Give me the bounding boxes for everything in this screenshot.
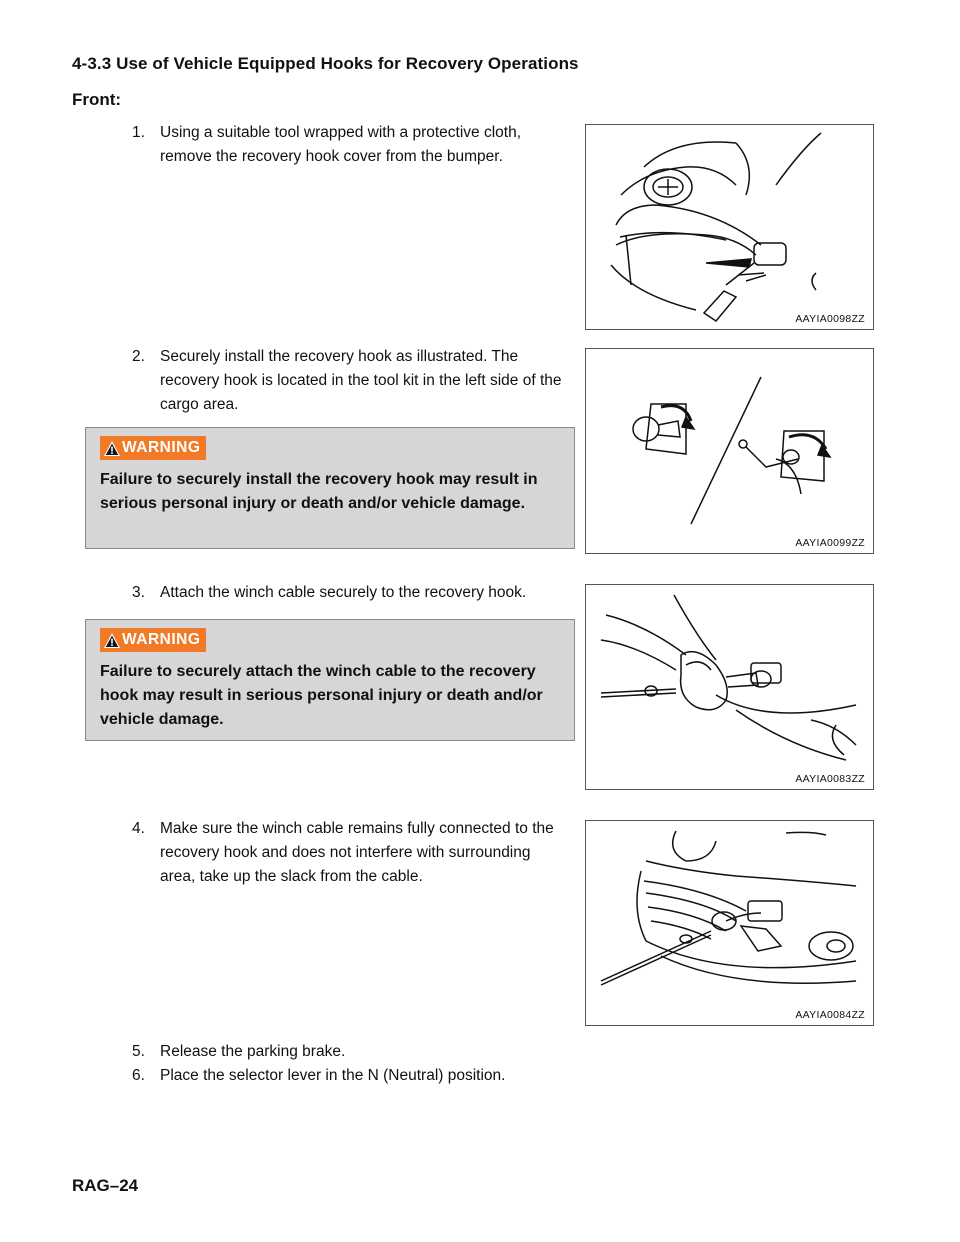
step-number: 4. <box>132 820 145 837</box>
page-footer-id: RAG–24 <box>72 1176 139 1195</box>
warning-box <box>85 427 575 549</box>
step-4 <box>132 817 562 889</box>
figure-cable-connected <box>585 820 874 1026</box>
section-heading: 4-3.3 Use of Vehicle Equipped Hooks for Recovery Operations <box>72 54 579 73</box>
step-text: Attach the winch cable securely to the recovery hook. <box>160 584 527 601</box>
winch-cable-illustration <box>586 585 874 790</box>
step-5 <box>132 1040 562 1064</box>
figure-code: AAYIA0099ZZ <box>795 537 865 549</box>
step-text: Make sure the winch cable remains fully connected to the recovery hook and does not interfere with surrounding area, take up the slack from the cable. <box>160 820 554 885</box>
step-number: 1. <box>132 124 145 141</box>
warning-text: Failure to securely attach the winch cable to the recovery hook may result in serious personal injury or death and/or vehicle damage. <box>100 663 543 728</box>
cable-connected-illustration <box>586 821 874 1026</box>
hook-install-illustration <box>586 349 874 554</box>
step-number: 6. <box>132 1067 145 1084</box>
step-text: Release the parking brake. <box>160 1043 346 1060</box>
figure-code: AAYIA0083ZZ <box>795 773 865 785</box>
step-number: 3. <box>132 584 145 601</box>
step-text: Place the selector lever in the N (Neutral) position. <box>160 1067 506 1084</box>
warning-label-text: WARNING <box>122 439 201 456</box>
warning-triangle-icon <box>104 633 120 648</box>
figure-attach-cable <box>585 584 874 790</box>
subheading-front: Front: <box>72 90 122 109</box>
figure-install-hook <box>585 348 874 554</box>
warning-box <box>85 619 575 741</box>
step-text: Using a suitable tool wrapped with a protective cloth, remove the recovery hook cover from the bumper. <box>160 124 522 165</box>
step-number: 2. <box>132 348 145 365</box>
figure-code: AAYIA0084ZZ <box>795 1009 865 1021</box>
bumper-cover-illustration <box>586 125 874 330</box>
step-6 <box>132 1064 562 1088</box>
warning-triangle-icon <box>104 441 120 456</box>
warning-label <box>100 436 206 460</box>
figure-remove-hook-cover <box>585 124 874 330</box>
warning-label-text: WARNING <box>122 631 201 648</box>
step-3 <box>132 581 572 605</box>
step-text: Securely install the recovery hook as illustrated. The recovery hook is located in the tool kit in the left side of the cargo area. <box>160 348 562 413</box>
warning-text: Failure to securely install the recovery hook may result in serious personal injury or death and/or vehicle damage. <box>100 471 538 512</box>
step-2 <box>132 345 562 417</box>
figure-code: AAYIA0098ZZ <box>795 313 865 325</box>
step-1 <box>132 121 562 169</box>
step-number: 5. <box>132 1043 145 1060</box>
warning-label <box>100 628 206 652</box>
